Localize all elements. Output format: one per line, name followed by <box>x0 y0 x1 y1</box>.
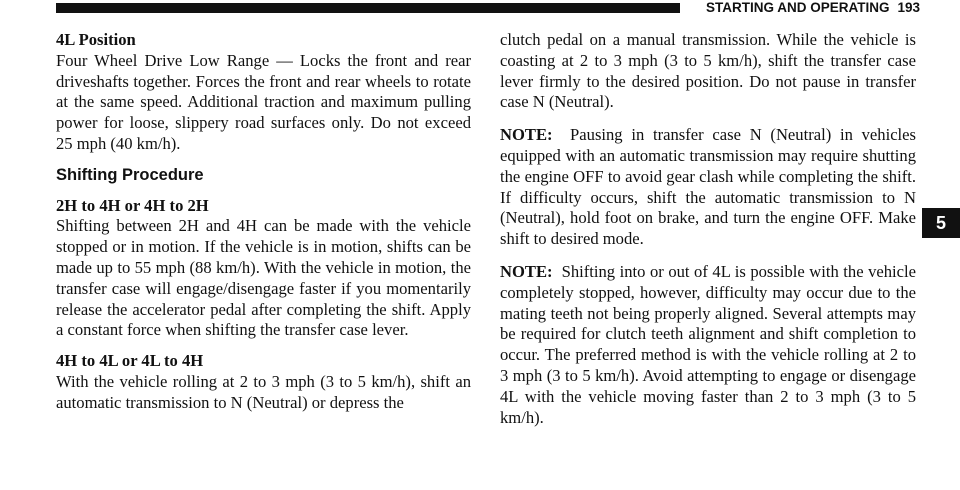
paragraph-4h-4l: With the vehicle rolling at 2 to 3 mph (3 to 5 km/h), shift an automatic transmission to N (Neutral) or depress the <box>56 371 471 412</box>
heading-2h-4h: 2H to 4H or 4H to 2H <box>56 195 209 215</box>
spacer <box>56 186 471 196</box>
section-title: STARTING AND OPERATING <box>705 0 890 15</box>
left-column <box>56 30 471 414</box>
paragraph-4l-position: Four Wheel Drive Low Range — Locks the front and rear driveshafts together. Forces the front and rear wheels to rotate at the same speed. Additional traction and maximum pulling power for loose, slippery road surfaces only. Do not exceed 25 mph (40 km/h). <box>56 50 471 153</box>
note-neutral-pause <box>500 125 916 250</box>
paragraph-continued: clutch pedal on a manual transmission. While the vehicle is coasting at 2 to 3 mph (3 to 5 km/h), shift the transfer case lever firmly to the desired position. Do not pause in transfer case N (Neutral). <box>500 30 916 112</box>
paragraph-2h-4h: Shifting between 2H and 4H can be made with the vehicle stopped or in motion. If the vehicle is in motion, shifts can be made up to 55 mph (88 km/h). With the vehicle in motion, the transfer case will engage/disengage faster if you momentarily release the accelerator pedal after completing the shift. Apply a constant force when shifting the transfer case lever. <box>56 216 471 340</box>
running-header <box>688 0 920 16</box>
heading-4h-4l: 4H to 4L or 4L to 4H <box>56 351 204 371</box>
right-column <box>500 30 916 428</box>
page-number: 193 <box>897 0 920 15</box>
heading-4l-position: 4L Position <box>56 30 136 49</box>
note-label: NOTE: <box>500 125 553 145</box>
chapter-tab: 5 <box>922 208 960 238</box>
note-label: NOTE: <box>500 261 553 281</box>
spacer <box>500 113 916 125</box>
spacer <box>56 155 471 165</box>
note-4l-shifting <box>500 262 916 428</box>
spacer <box>56 341 471 351</box>
header-rule <box>56 3 680 13</box>
note-text: Shifting into or out of 4L is possible with the vehicle completely stopped, however, difficulty may occur due to the mating teeth not being properly aligned. Several attempts may be required for clutch teeth alignment and shift completion to occur. The preferred method is with the vehicle rolling at 2 to 3 mph (3 to 5 km/h). Avoid attempting to engage or disengage 4L with the vehicle moving faster than 2 to 3 mph (3 to 5 km/h). <box>500 261 916 427</box>
spacer <box>500 250 916 262</box>
note-text: Pausing in transfer case N (Neutral) in vehicles equipped with an automatic transmission may require shutting the engine OFF to avoid gear clash while completing the shift. If difficulty occurs, shift the automatic transmission to N (Neutral), hold foot on brake, and turn the engine OFF. Make shift to desired mode. <box>500 125 916 249</box>
heading-shifting-procedure: Shifting Procedure <box>56 165 204 184</box>
